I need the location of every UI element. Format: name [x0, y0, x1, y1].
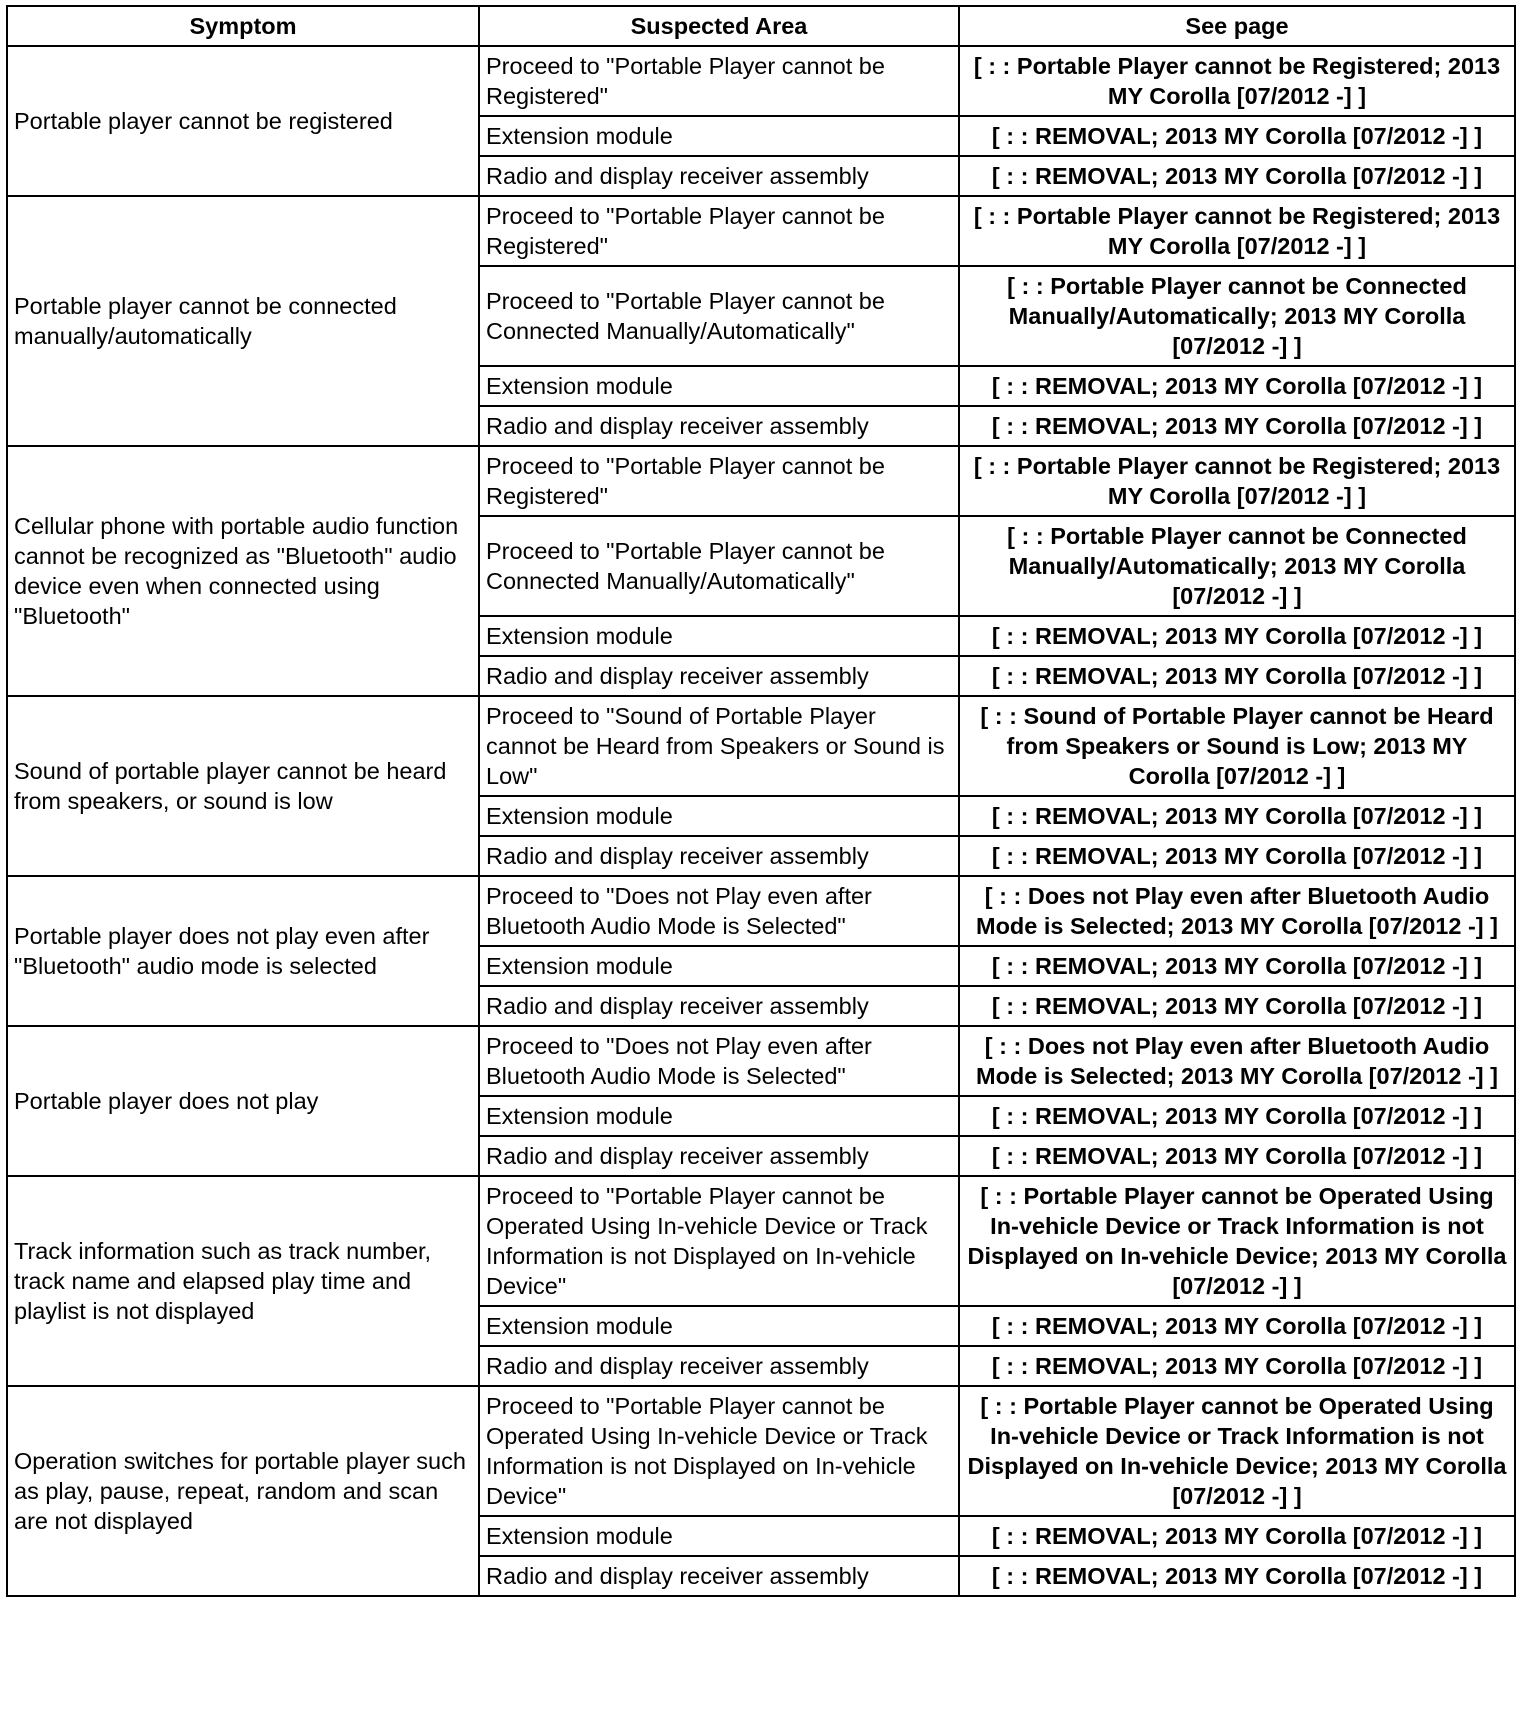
see-page-link[interactable]: [ : : Portable Player cannot be Connected Manually/Automatically; 2013 MY Corolla [07/2012 -] ] — [959, 516, 1515, 616]
see-page-link[interactable]: [ : : Portable Player cannot be Registered; 2013 MY Corolla [07/2012 -] ] — [959, 446, 1515, 516]
table-row — [7, 196, 1515, 266]
suspected-area-cell: Extension module — [479, 946, 959, 986]
symptom-cell: Track information such as track number, track name and elapsed play time and playlist is not displayed — [7, 1176, 479, 1386]
symptom-cell: Portable player does not play even after "Bluetooth" audio mode is selected — [7, 876, 479, 1026]
see-page-link[interactable]: [ : : REMOVAL; 2013 MY Corolla [07/2012 -] ] — [959, 1556, 1515, 1596]
see-page-link[interactable]: [ : : REMOVAL; 2013 MY Corolla [07/2012 -] ] — [959, 836, 1515, 876]
suspected-area-cell: Radio and display receiver assembly — [479, 1136, 959, 1176]
see-page-link[interactable]: [ : : REMOVAL; 2013 MY Corolla [07/2012 -] ] — [959, 156, 1515, 196]
see-page-link[interactable]: [ : : REMOVAL; 2013 MY Corolla [07/2012 -] ] — [959, 1306, 1515, 1346]
suspected-area-cell: Proceed to "Portable Player cannot be Connected Manually/Automatically" — [479, 516, 959, 616]
suspected-area-cell: Radio and display receiver assembly — [479, 156, 959, 196]
suspected-area-cell: Proceed to "Portable Player cannot be Operated Using In-vehicle Device or Track Information is not Displayed on In-vehicle Device" — [479, 1386, 959, 1516]
suspected-area-cell: Proceed to "Portable Player cannot be Registered" — [479, 446, 959, 516]
see-page-link[interactable]: [ : : Portable Player cannot be Connected Manually/Automatically; 2013 MY Corolla [07/2012 -] ] — [959, 266, 1515, 366]
see-page-link[interactable]: [ : : Portable Player cannot be Registered; 2013 MY Corolla [07/2012 -] ] — [959, 196, 1515, 266]
suspected-area-cell: Radio and display receiver assembly — [479, 836, 959, 876]
suspected-area-cell: Extension module — [479, 796, 959, 836]
header-row — [7, 6, 1515, 46]
suspected-area-cell: Proceed to "Portable Player cannot be Registered" — [479, 46, 959, 116]
symptom-cell: Operation switches for portable player such as play, pause, repeat, random and scan are not displayed — [7, 1386, 479, 1596]
table-row — [7, 1026, 1515, 1096]
suspected-area-cell: Proceed to "Does not Play even after Bluetooth Audio Mode is Selected" — [479, 1026, 959, 1096]
suspected-area-cell: Radio and display receiver assembly — [479, 986, 959, 1026]
see-page-link[interactable]: [ : : REMOVAL; 2013 MY Corolla [07/2012 -] ] — [959, 1516, 1515, 1556]
suspected-area-cell: Proceed to "Portable Player cannot be Registered" — [479, 196, 959, 266]
table-row — [7, 1176, 1515, 1306]
suspected-area-cell: Extension module — [479, 116, 959, 156]
suspected-area-cell: Proceed to "Portable Player cannot be Connected Manually/Automatically" — [479, 266, 959, 366]
see-page-link[interactable]: [ : : REMOVAL; 2013 MY Corolla [07/2012 -] ] — [959, 616, 1515, 656]
suspected-area-cell: Radio and display receiver assembly — [479, 1556, 959, 1596]
header-see-page: See page — [959, 6, 1515, 46]
suspected-area-cell: Proceed to "Sound of Portable Player cannot be Heard from Speakers or Sound is Low" — [479, 696, 959, 796]
table-row — [7, 696, 1515, 796]
symptom-cell: Portable player cannot be connected manually/automatically — [7, 196, 479, 446]
see-page-link[interactable]: [ : : REMOVAL; 2013 MY Corolla [07/2012 -] ] — [959, 1136, 1515, 1176]
see-page-link[interactable]: [ : : REMOVAL; 2013 MY Corolla [07/2012 -] ] — [959, 796, 1515, 836]
see-page-link[interactable]: [ : : Portable Player cannot be Operated Using In-vehicle Device or Track Information is not Displayed on In-vehicle Device; 2013 MY Corolla [07/2012 -] ] — [959, 1386, 1515, 1516]
header-symptom: Symptom — [7, 6, 479, 46]
see-page-link[interactable]: [ : : Sound of Portable Player cannot be Heard from Speakers or Sound is Low; 2013 MY Corolla [07/2012 -] ] — [959, 696, 1515, 796]
see-page-link[interactable]: [ : : Does not Play even after Bluetooth Audio Mode is Selected; 2013 MY Corolla [07/2012 -] ] — [959, 1026, 1515, 1096]
suspected-area-cell: Proceed to "Does not Play even after Bluetooth Audio Mode is Selected" — [479, 876, 959, 946]
symptom-cell: Portable player cannot be registered — [7, 46, 479, 196]
suspected-area-cell: Extension module — [479, 366, 959, 406]
suspected-area-cell: Proceed to "Portable Player cannot be Operated Using In-vehicle Device or Track Information is not Displayed on In-vehicle Device" — [479, 1176, 959, 1306]
symptom-cell: Sound of portable player cannot be heard from speakers, or sound is low — [7, 696, 479, 876]
see-page-link[interactable]: [ : : REMOVAL; 2013 MY Corolla [07/2012 -] ] — [959, 1096, 1515, 1136]
see-page-link[interactable]: [ : : REMOVAL; 2013 MY Corolla [07/2012 -] ] — [959, 116, 1515, 156]
problem-symptoms-table — [6, 5, 1516, 1597]
table-row — [7, 446, 1515, 516]
suspected-area-cell: Extension module — [479, 1096, 959, 1136]
see-page-link[interactable]: [ : : REMOVAL; 2013 MY Corolla [07/2012 -] ] — [959, 366, 1515, 406]
table-body — [7, 46, 1515, 1596]
suspected-area-cell: Radio and display receiver assembly — [479, 656, 959, 696]
suspected-area-cell: Radio and display receiver assembly — [479, 1346, 959, 1386]
see-page-link[interactable]: [ : : Portable Player cannot be Operated Using In-vehicle Device or Track Information is not Displayed on In-vehicle Device; 2013 MY Corolla [07/2012 -] ] — [959, 1176, 1515, 1306]
symptom-cell: Cellular phone with portable audio function cannot be recognized as "Bluetooth" audio device even when connected using "Bluetooth" — [7, 446, 479, 696]
see-page-link[interactable]: [ : : Portable Player cannot be Registered; 2013 MY Corolla [07/2012 -] ] — [959, 46, 1515, 116]
table-row — [7, 1386, 1515, 1516]
see-page-link[interactable]: [ : : REMOVAL; 2013 MY Corolla [07/2012 -] ] — [959, 946, 1515, 986]
suspected-area-cell: Extension module — [479, 1306, 959, 1346]
symptom-cell: Portable player does not play — [7, 1026, 479, 1176]
see-page-link[interactable]: [ : : REMOVAL; 2013 MY Corolla [07/2012 -] ] — [959, 656, 1515, 696]
table-row — [7, 46, 1515, 116]
see-page-link[interactable]: [ : : REMOVAL; 2013 MY Corolla [07/2012 -] ] — [959, 406, 1515, 446]
suspected-area-cell: Extension module — [479, 1516, 959, 1556]
see-page-link[interactable]: [ : : REMOVAL; 2013 MY Corolla [07/2012 -] ] — [959, 986, 1515, 1026]
see-page-link[interactable]: [ : : Does not Play even after Bluetooth Audio Mode is Selected; 2013 MY Corolla [07/2012 -] ] — [959, 876, 1515, 946]
see-page-link[interactable]: [ : : REMOVAL; 2013 MY Corolla [07/2012 -] ] — [959, 1346, 1515, 1386]
header-suspected-area: Suspected Area — [479, 6, 959, 46]
suspected-area-cell: Radio and display receiver assembly — [479, 406, 959, 446]
table-row — [7, 876, 1515, 946]
suspected-area-cell: Extension module — [479, 616, 959, 656]
